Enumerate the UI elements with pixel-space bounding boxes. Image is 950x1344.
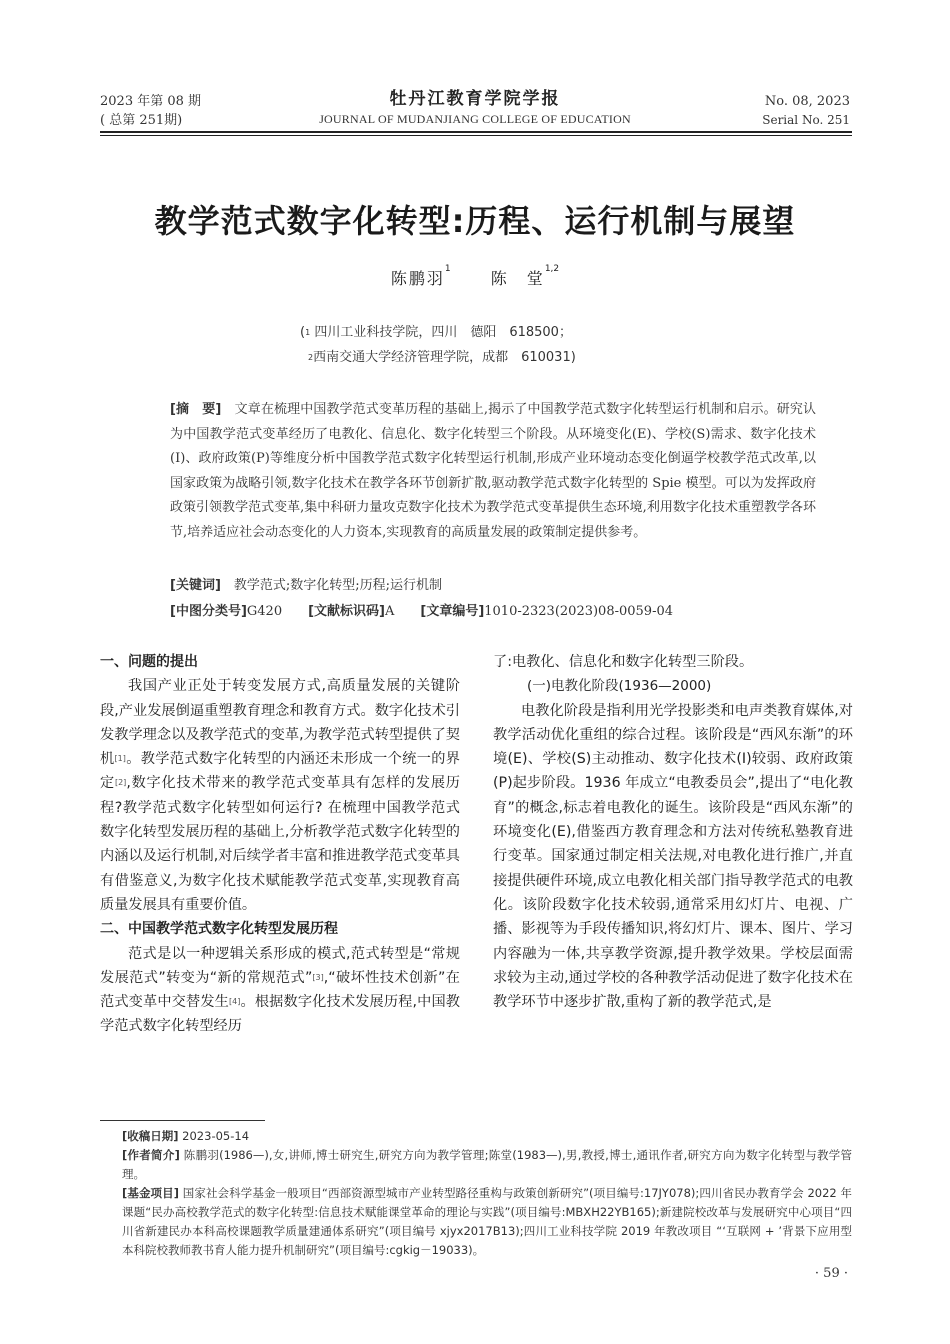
- serial-en: Serial No. 251: [762, 113, 850, 127]
- clc-label: [中图分类号]: [170, 604, 247, 619]
- citation-ref: [4]: [229, 997, 241, 1007]
- footnote-funding: [基金项目] 国家社会科学基金一般项目“西部资源型城市产业转型路径重构与政策创新研究”(项目编号:17JY078);四川省民办教育学会 2022 年课题“民办高校教学范式的数字化转型:信息技术赋能课堂革命的理论与实践”(项目编号:MBXH22YB165);新建院校改革与发展研究中心项目“四川省新建民办本科高校课题教学质量建通体系研究”(项目编号 xjyx2017B13);四川工业科技学院 2019 年教改项目 “‘互联网 + ’背景下应用型本科院校教师教书育人能力提升机制研究”(项目编号:cgkig－19033)。: [122, 1186, 853, 1257]
- body-right-column: [493, 650, 853, 1014]
- journal-name-cn: 牡丹江教育学院学报: [389, 89, 561, 109]
- affiliation-2: $^2$西南交通大学经济管理学院，成都 610031): [308, 350, 576, 365]
- header-issue-cn: [100, 92, 201, 130]
- article-number-value: 1010-2323(2023)08-0059-04: [484, 604, 674, 619]
- citation-ref: [1]: [114, 754, 126, 764]
- issue-cn: 2023 年第 08 期: [100, 94, 202, 109]
- paragraph: 电教化阶段是指利用光学投影类和电声类教育媒体,对教学活动优化重组的综合过程。该阶段是“西风东渐”的环境(E)、学校(S)主动推动、数字化技术(I)较弱、政府政策(P)起步阶段。1936 年成立“电教委员会”,提出了“电化教育”的概念,标志着电教化的诞生。该阶段是“西风东渐”的环境变化(E),借鉴西方教育理念和方法对传统私塾教育进行变革。国家通过制定相关法规,对电教化进行推广,并直接提供硬件环境,成立电教化相关部门指导教学范式的电教化。该阶段数字化技术较弱,通常采用幻灯片、电视、广播、影视等为手段传播知识,将幻灯片、课本、图片、学习内容融为一体,共享教学资源,提升教学效果。学校层面需求较为主动,通过学校的各种教学活动促进了数字化技术在教学环节中逐步扩散,重构了新的教学范式,是: [493, 702, 853, 1011]
- section-heading-1: 一、问题的提出: [100, 654, 198, 670]
- paragraph: 范式是以一种逻辑关系形成的模式,范式转型是“常规发展范式”转变为“新的常规范式”[3],“破坏性技术创新”在范式变革中交替发生[4]。根据数字化技术发展历程,中国教学范式数字化转型经历: [100, 945, 460, 1035]
- footnote-rule: [100, 1120, 265, 1121]
- header-rule: [100, 131, 852, 133]
- article-title: 教学范式数字化转型:历程、运行机制与展望: [154, 202, 796, 240]
- doc-code-value: A: [384, 604, 395, 619]
- author-name: 陈鹏羽: [390, 269, 445, 288]
- serial-cn: ( 总第 251期): [100, 113, 183, 128]
- section-heading-2: 二、中国教学范式数字化转型发展历程: [100, 921, 338, 938]
- paragraph: 我国产业正处于转变发展方式,高质量发展的关键阶段,产业发展倒逼重塑教育理念和教育方式。数字化技术引发教学理念以及教学范式的变革,为教学范式转型提供了契机[1]。教学范式数字化转型的内涵还未形成一个统一的界定[2],数字化技术带来的教学范式变革具有怎样的发展历程?教学范式数字化转型如何运行? 在梳理中国教学范式数字化转型发展历程的基础上,分析教学范式数字化转型的内涵以及运行机制,对后续学者丰富和推进教学范式变革具有借鉴意义,为数字化技术赋能教学范式变革,实现教育高质量发展具有重要价值。: [100, 678, 460, 913]
- citation-ref: [2]: [114, 778, 127, 788]
- author-name: 陈 堂: [490, 269, 545, 288]
- affiliations: [300, 320, 576, 370]
- keywords: [170, 574, 442, 593]
- issue-en: No. 08, 2023: [764, 94, 850, 109]
- abstract-text: 文章在梳理中国教学范式变革历程的基础上,揭示了中国教学范式数字化转型运行机制和启示。研究认为中国教学范式变革经历了电教化、信息化、数字化转型三个阶段。从环境变化(E)、学校(S)需求、数字化技术(I)、政府政策(P)等维度分析中国教学范式数字化转型运行机制,形成产业环境动态变化倒逼学校教学范式改革,以国家政策为战略引领,数字化技术在教学各环节创新扩散,驱动教学范式数字化转型的 Spie 模型。可以为发挥政府政策引领教学范式变革,集中科研力量攻克数字化技术为教学范式变革提供生态环境,利用数字化技术重塑教学各环节,培养适应社会动态变化的人力资本,实现教育的高质量发展的政策制定提供参考。: [170, 402, 816, 540]
- paragraph-continued: 了:电教化、信息化和数字化转型三阶段。: [493, 654, 754, 670]
- header-issue-en: [762, 92, 850, 130]
- page-number: · 59 ·: [814, 1266, 848, 1281]
- clc-value: G420: [246, 604, 283, 619]
- footnote-received: [收稿日期] 2023-05-14: [122, 1129, 250, 1143]
- author-affil-mark: 1,2: [544, 264, 560, 274]
- journal-title: [260, 88, 690, 128]
- author-line: [0, 266, 950, 289]
- doc-code-label: [文献标识码]: [308, 604, 385, 619]
- article-number-label: [文章编号]: [420, 604, 485, 619]
- journal-name-en: JOURNAL OF MUDANJIANG COLLEGE OF EDUCATION: [319, 112, 631, 126]
- subsection-heading: (一)电教化阶段(1936—2000): [527, 678, 712, 695]
- author-affil-mark: 1: [444, 264, 451, 274]
- header-rule-thin: [100, 135, 852, 136]
- footnotes: [100, 1127, 852, 1260]
- classification: [170, 600, 820, 619]
- affiliation-1: ($^1$ 四川工业科技学院，四川 德阳 618500；: [300, 325, 572, 340]
- body-left-column: [100, 650, 460, 1039]
- footnote-authors: [作者简介] 陈鹏羽(1986—),女,讲师,博士研究生,研究方向为教学管理;陈堂(1983—),男,教授,博士,通讯作者,研究方向为数字化转型与教学管理。: [122, 1148, 853, 1181]
- keywords-text: 教学范式;数字化转型;历程;运行机制: [233, 578, 443, 593]
- citation-ref: [3]: [312, 972, 324, 982]
- abstract: [136, 398, 816, 545]
- keywords-label: [关键词]: [170, 578, 221, 593]
- abstract-label: [摘 要]: [170, 402, 222, 417]
